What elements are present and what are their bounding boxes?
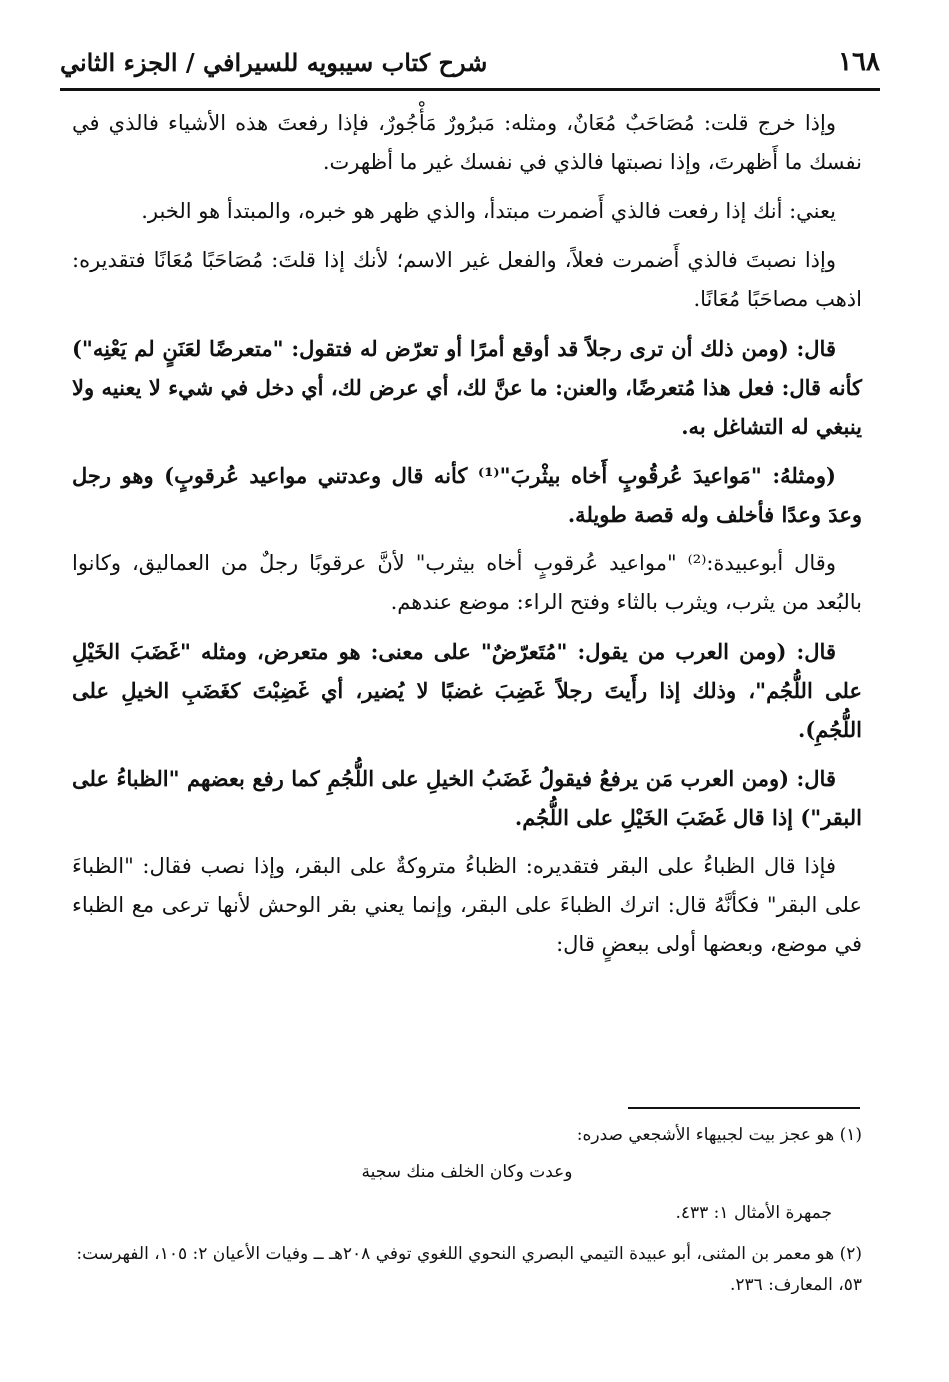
paragraph: قال: (ومن العرب من يقول: "مُتَعرّضٌ" على معنى: هو متعرض، ومثله "غَضَبَ الخَيْلِ على اللُّجُم"، وذلك إذا رأَيتَ رجلاً غَضِبَ غضبًا لا يُضير، أي غَضِبْتَ كغَضَبِ الخيلِ على اللُّجُمِ). [72,639,862,742]
running-title: شرح كتاب سيبويه للسيرافي / الجزء الثاني [60,47,488,77]
paragraph: قال: (ومن العرب مَن يرفعُ فيقولُ غَضَبُ الخيلِ على اللُّجُمِ كما رفع بعضهم "الظباءُ على البقر") إذا قال غَضَبَ الخَيْلِ على اللُّجُم. [72,766,862,830]
footnote-1-reference: جمهرة الأمثال ١: ٤٣٣. [675,1203,832,1223]
paragraph: وقال أبوعبيدة:⁽²⁾ "مواعيد عُرقوبٍ أخاه بيثرب" لأنَّ عرقوبًا رجلٌ من العماليق، وكانوا بالبُعد من يثرب، ويثرب بالثاء وفتح الراء: موضع عندهم. [72,551,862,614]
header-rule [60,88,880,91]
paragraph: وإذا نصبتَ فالذي أَضمرت فعلاً، والفعل غير الاسم؛ لأنك إذا قلتَ: مُصَاحَبًا مُعَانًا فتقديره: اذهب مصاحَبًا مُعَانًا. [72,248,862,311]
footnote-2: (٢) هو معمر بن المثنى، أبو عبيدة التيمي البصري النحوي اللغوي توفي ٢٠٨هـ ــ وفيات الأعيان ٢: ١٠٥، الفهرست: ٥٣، المعارف: ٢٣٦. [76,1244,862,1295]
paragraph: قال: (ومن ذلك أن ترى رجلاً قد أوقع أمرًا أو تعرّض له فتقول: "متعرضًا لعَنَنٍ لم يَعْنِه") كأنه قال: فعل هذا مُتعرضًا، والعنن: ما عنَّ لك، أي عرض لك، أي دخل في شيء لا يعنيه ولا ينبغي له التشاغل به. [72,336,862,439]
page-header [60,38,880,86]
main-text [72,104,862,974]
paragraph: فإذا قال الظباءُ على البقر فتقديره: الظباءُ متروكةٌ على البقر، وإذا نصب فقال: "الظباءَ على البقر" فكأنَّهُ قال: اترك الظباءَ على البقر، وإنما يعني بقر الوحش لأنها ترعى مع الظباء في موضع، وبعضها أولى ببعضٍ قال: [72,854,862,956]
paragraph: يعني: أنك إذا رفعت فالذي أَضمرت مبتدأ، والذي ظهر هو خبره، والمبتدأ هو الخبر. [141,199,836,223]
footnotes [72,1120,862,1307]
page-number: ١٦٨ [838,47,880,77]
footnote-1-verse: وعدت وكان الخلف منك سجية [361,1162,573,1182]
footnote-rule [628,1107,860,1109]
footnote-1-intro: (١) هو عجز بيت لجبيهاء الأشجعي صدره: [576,1125,862,1145]
paragraph: (ومثلهُ: "مَواعيدَ عُرقُوبٍ أَخاه بيثْربَ"⁽¹⁾ كأنه قال وعدتني مواعيد عُرقوبٍ) وهو رجل وعدَ وعدًا فأخلف وله قصة طويلة. [72,463,862,527]
paragraph: وإذا خرج قلت: مُصَاحَبٌ مُعَانٌ، ومثله: مَبرُورٌ مَأْجُورٌ، فإذا رفعتَ هذه الأشياء فالذي في نفسك ما أَظهرتَ، وإذا نصبتها فالذي في نفسك غير ما أظهرت. [72,111,862,174]
